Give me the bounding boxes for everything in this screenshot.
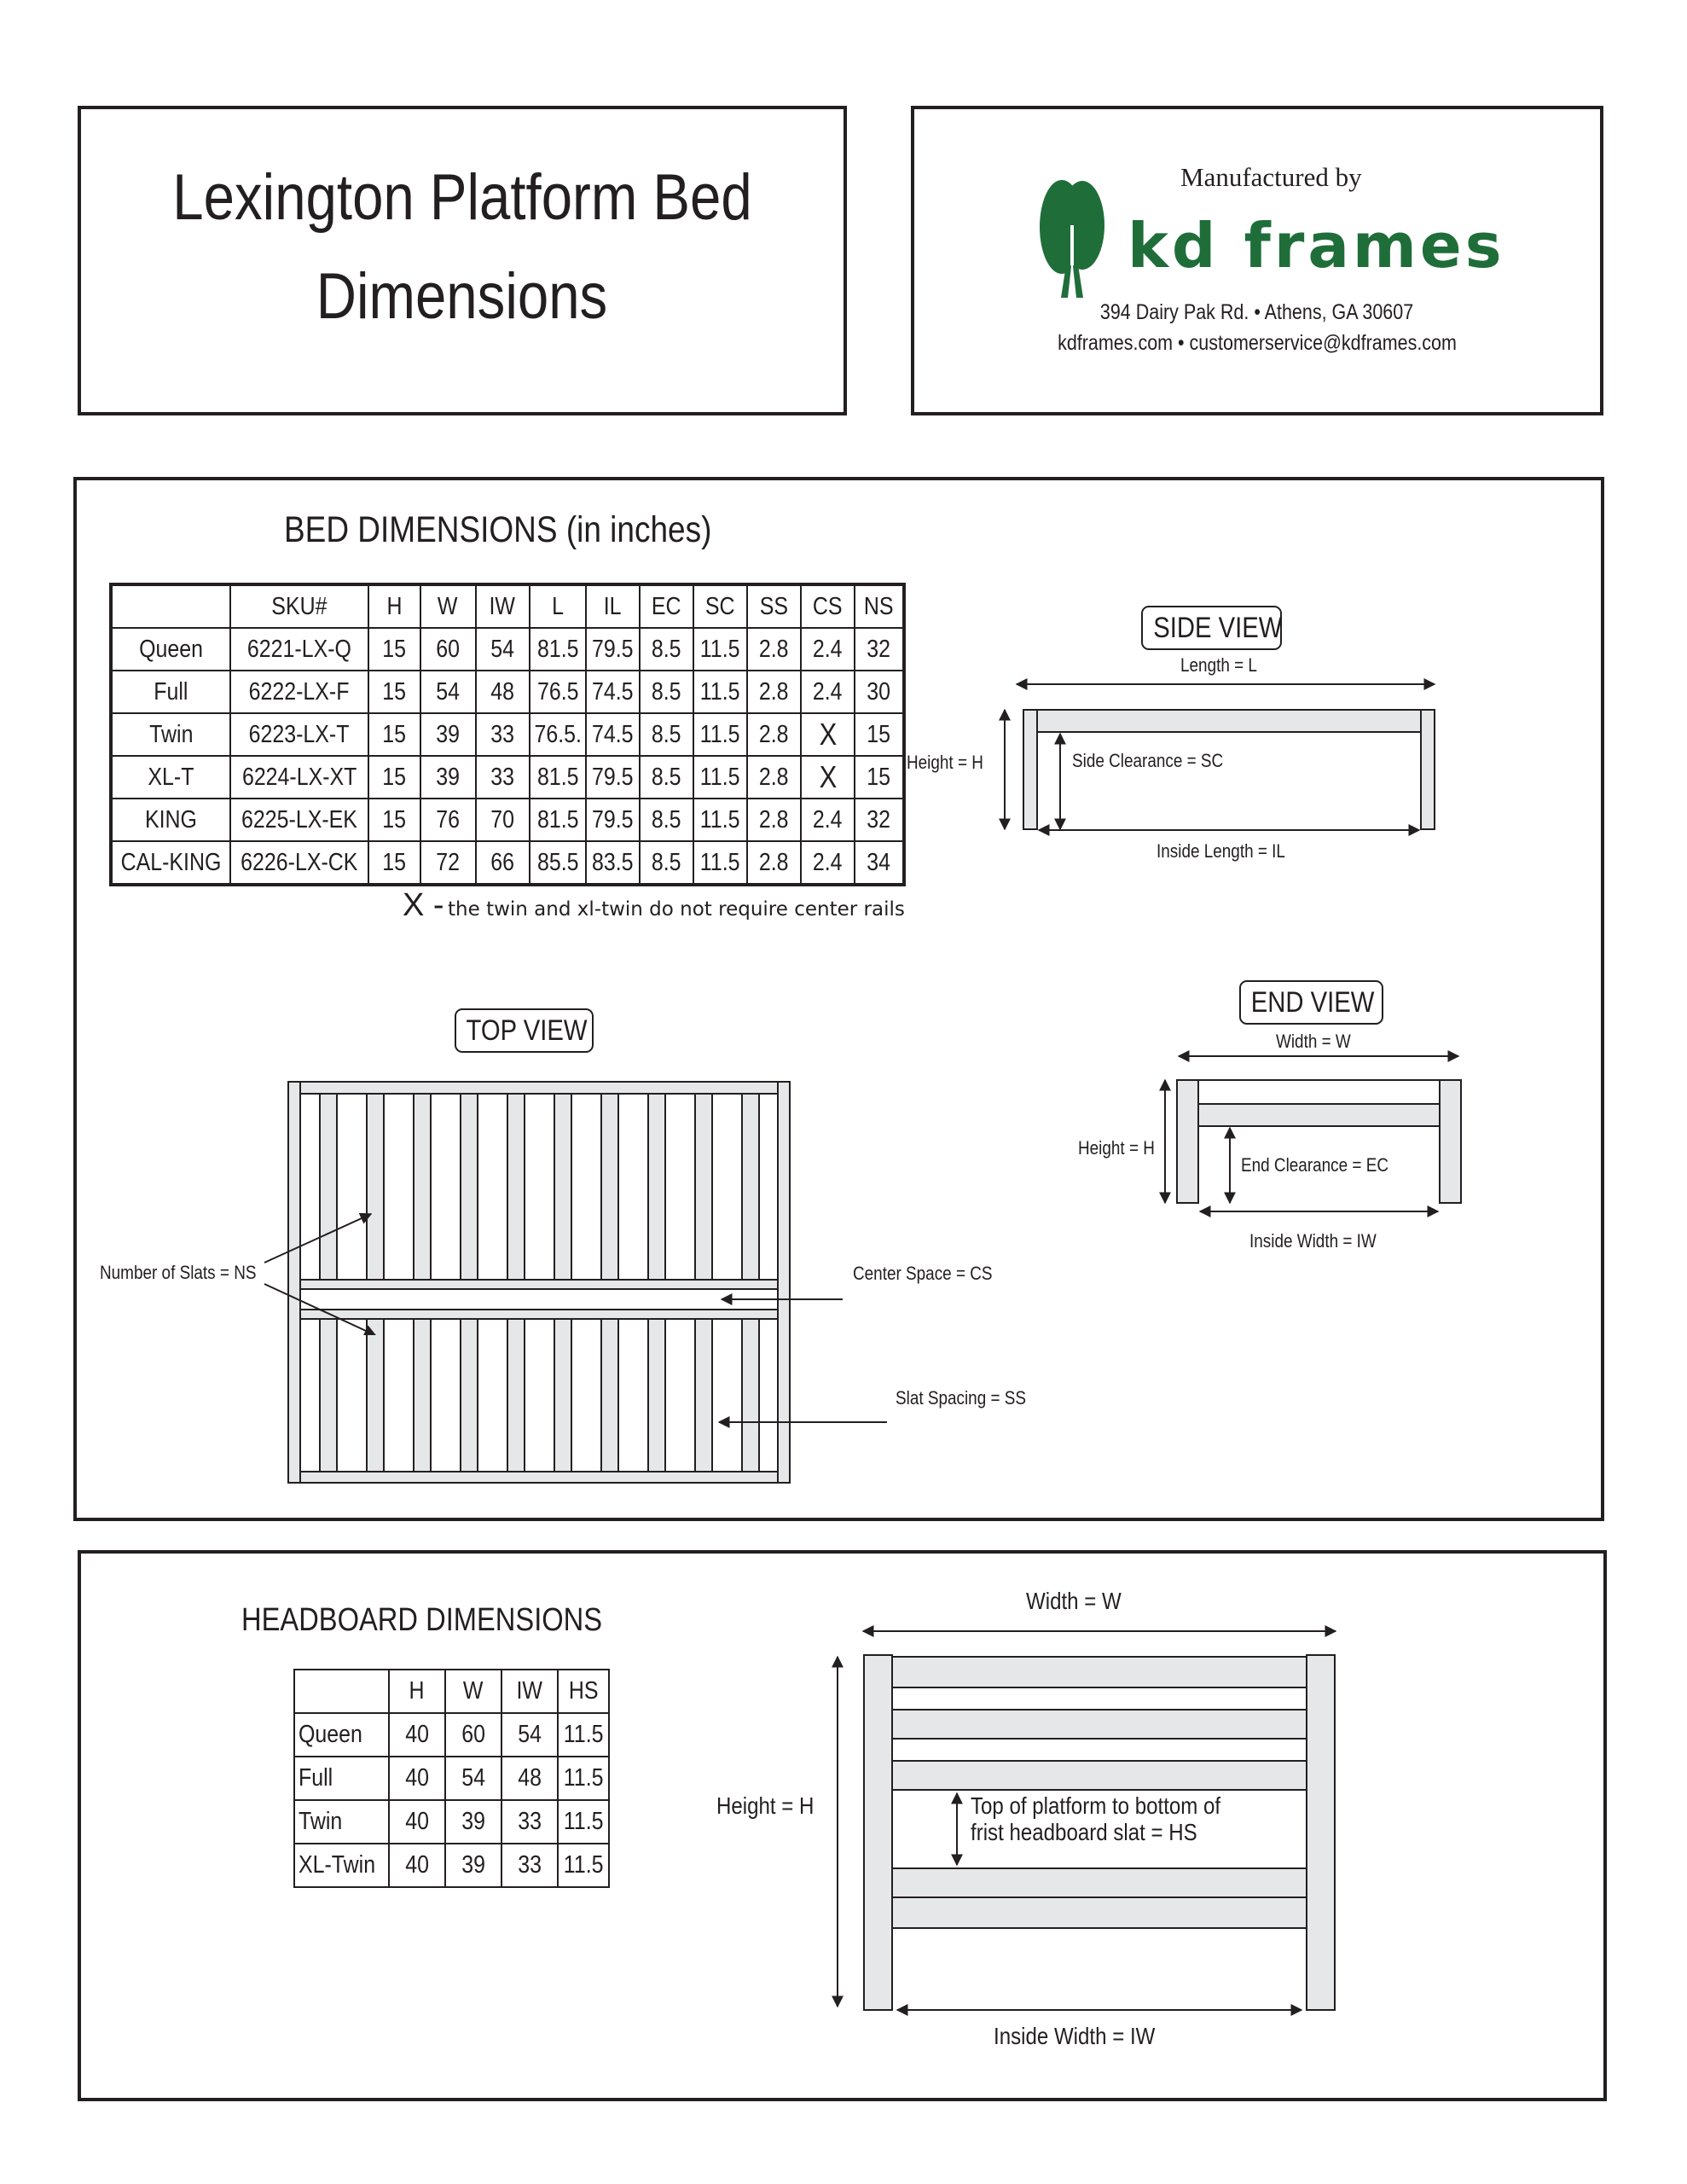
brand-name: kd frames: [1128, 210, 1505, 282]
table-cell: X: [801, 756, 855, 799]
table-cell: X: [801, 713, 855, 756]
table-cell: 76.5.: [530, 713, 587, 756]
column-header: SKU#: [230, 584, 368, 628]
center-space-label: Center Space = CS: [853, 1263, 993, 1284]
headboard-dimensions-table: [293, 1669, 610, 1888]
table-cell: 2.4: [801, 841, 855, 885]
table-cell: 6221-LX-Q: [230, 628, 368, 671]
length-label: Length = L: [1180, 654, 1257, 676]
headboard-width-label: Width = W: [1026, 1588, 1122, 1614]
column-header: [111, 584, 230, 628]
table-cell: 40: [389, 1800, 445, 1844]
column-header: [294, 1670, 389, 1713]
bed-dimensions-table: [109, 583, 906, 886]
column-header: W: [445, 1670, 501, 1713]
table-cell: 33: [476, 756, 530, 799]
page-title-line-2: Dimensions: [316, 260, 608, 333]
table-cell: 11.5: [693, 841, 747, 885]
column-header: EC: [640, 584, 693, 628]
table-cell: 11.5: [558, 1713, 609, 1757]
column-header: W: [420, 584, 476, 628]
table-cell: 11.5: [558, 1800, 609, 1844]
table-cell: 15: [855, 713, 904, 756]
slat-spacing-label: Slat Spacing = SS: [896, 1387, 1027, 1409]
table-cell: Full: [111, 671, 230, 713]
note-mark: X -: [403, 887, 444, 923]
table-cell: 2.8: [747, 799, 801, 841]
column-header: IW: [501, 1670, 558, 1713]
page-title-line-1: Lexington Platform Bed: [172, 161, 752, 234]
table-header-row: [111, 584, 904, 628]
table-row: [111, 671, 904, 713]
end-view-diagram: [1143, 1041, 1484, 1246]
table-cell: 6225-LX-EK: [230, 799, 368, 841]
table-cell: 11.5: [558, 1757, 609, 1800]
table-cell: Full: [294, 1757, 389, 1800]
table-cell: 54: [420, 671, 476, 713]
column-header: CS: [801, 584, 855, 628]
slats-bottom: [320, 1319, 759, 1472]
table-cell: 79.5: [586, 799, 640, 841]
number-of-slats-label: Number of Slats = NS: [100, 1262, 257, 1283]
end-height-label: Height = H: [1078, 1137, 1155, 1159]
end-clearance-label: End Clearance = EC: [1241, 1154, 1389, 1176]
table-cell: 8.5: [640, 841, 693, 885]
table-cell: 48: [501, 1757, 558, 1800]
table-cell: 8.5: [640, 713, 693, 756]
table-cell: 76.5: [530, 671, 587, 713]
table-cell: Twin: [111, 713, 230, 756]
table-cell: 2.8: [747, 713, 801, 756]
table-row: [111, 713, 904, 756]
table-cell: 81.5: [530, 799, 587, 841]
table-cell: 32: [855, 799, 904, 841]
headboard-hs-label: Top of platform to bottom of frist headboard slat = HS: [971, 1792, 1221, 1845]
table-cell: 74.5: [586, 713, 640, 756]
table-cell: 60: [445, 1713, 501, 1757]
height-label: Height = H: [907, 752, 983, 773]
table-cell: 6223-LX-T: [230, 713, 368, 756]
table-cell: 11.5: [693, 756, 747, 799]
column-header: IW: [476, 584, 530, 628]
column-header: SS: [747, 584, 801, 628]
table-cell: Queen: [111, 628, 230, 671]
table-cell: 11.5: [693, 799, 747, 841]
table-cell: 30: [855, 671, 904, 713]
table-cell: 15: [368, 671, 420, 713]
table-cell: 15: [368, 799, 420, 841]
table-cell: 79.5: [586, 756, 640, 799]
table-cell: 11.5: [693, 671, 747, 713]
table-row: [294, 1713, 609, 1757]
address: 394 Dairy Pak Rd. • Athens, GA 30607: [1100, 300, 1414, 324]
table-cell: 15: [368, 628, 420, 671]
table-cell: 34: [855, 841, 904, 885]
table-cell: 74.5: [586, 671, 640, 713]
tree-icon: [1029, 174, 1115, 302]
table-row: [111, 756, 904, 799]
column-header: IL: [586, 584, 640, 628]
table-cell: 81.5: [530, 756, 587, 799]
column-header: L: [530, 584, 587, 628]
table-cell: 15: [368, 713, 420, 756]
table-cell: 54: [476, 628, 530, 671]
table-cell: 15: [368, 756, 420, 799]
side-view-tag: SIDE VIEW: [1141, 606, 1282, 650]
table-cell: 2.8: [747, 628, 801, 671]
table-cell: 2.8: [747, 841, 801, 885]
table-cell: Queen: [294, 1713, 389, 1757]
table-cell: 8.5: [640, 756, 693, 799]
table-cell: 11.5: [693, 628, 747, 671]
table-cell: 39: [445, 1800, 501, 1844]
table-cell: 32: [855, 628, 904, 671]
table-cell: 40: [389, 1844, 445, 1887]
note-text: the twin and xl-twin do not require center rails: [448, 898, 905, 921]
manufactured-by-label: Manufactured by: [1180, 162, 1362, 192]
column-header: SC: [693, 584, 747, 628]
table-cell: KING: [111, 799, 230, 841]
table-cell: 15: [855, 756, 904, 799]
table-cell: 2.8: [747, 756, 801, 799]
table-cell: 6222-LX-F: [230, 671, 368, 713]
table-cell: 8.5: [640, 628, 693, 671]
table-cell: 40: [389, 1757, 445, 1800]
headboard-heading: HEADBOARD DIMENSIONS: [241, 1602, 603, 1638]
table-row: [111, 799, 904, 841]
end-view-tag: END VIEW: [1239, 980, 1383, 1025]
top-view-tag: TOP VIEW: [455, 1008, 594, 1053]
table-cell: 48: [476, 671, 530, 713]
bed-dimensions-heading: BED DIMENSIONS (in inches): [284, 509, 712, 550]
column-header: NS: [855, 584, 904, 628]
table-cell: XL-T: [111, 756, 230, 799]
title-box: [78, 106, 847, 415]
table-cell: 66: [476, 841, 530, 885]
table-cell: Twin: [294, 1800, 389, 1844]
table-cell: 39: [445, 1844, 501, 1887]
table-cell: 54: [445, 1757, 501, 1800]
table-cell: 11.5: [693, 713, 747, 756]
table-cell: CAL-KING: [111, 841, 230, 885]
headboard-height-label: Height = H: [716, 1792, 815, 1819]
table-cell: 8.5: [640, 671, 693, 713]
table-cell: 6226-LX-CK: [230, 841, 368, 885]
table-cell: 40: [389, 1713, 445, 1757]
table-cell: 2.4: [801, 799, 855, 841]
table-row: [294, 1800, 609, 1844]
table-cell: 2.8: [747, 671, 801, 713]
column-header: H: [368, 584, 420, 628]
table-row: [111, 628, 904, 671]
table-cell: XL-Twin: [294, 1844, 389, 1887]
manufacturer-box: [911, 106, 1603, 415]
table-cell: 39: [420, 713, 476, 756]
table-cell: 76: [420, 799, 476, 841]
column-header: HS: [558, 1670, 609, 1713]
table-cell: 81.5: [530, 628, 587, 671]
inside-width-label: Inside Width = IW: [1249, 1230, 1377, 1252]
table-cell: 33: [501, 1844, 558, 1887]
table-cell: 79.5: [586, 628, 640, 671]
table-cell: 39: [420, 756, 476, 799]
table-cell: 2.4: [801, 628, 855, 671]
contact-web-email: kdframes.com • customerservice@kdframes.com: [1058, 331, 1457, 355]
table-cell: 15: [368, 841, 420, 885]
table-cell: 54: [501, 1713, 558, 1757]
table-row: [294, 1757, 609, 1800]
table-cell: 11.5: [558, 1844, 609, 1887]
table-cell: 6224-LX-XT: [230, 756, 368, 799]
table-cell: 33: [476, 713, 530, 756]
table-cell: 8.5: [640, 799, 693, 841]
table-cell: 83.5: [586, 841, 640, 885]
headboard-inside-width-label: Inside Width = IW: [994, 2023, 1156, 2049]
table-header-row: [294, 1670, 609, 1713]
table-row: [294, 1844, 609, 1887]
table-row: [111, 841, 904, 885]
side-clearance-label: Side Clearance = SC: [1072, 750, 1224, 771]
table-cell: 72: [420, 841, 476, 885]
table-cell: 33: [501, 1800, 558, 1844]
center-rail-note: [403, 887, 905, 924]
column-header: H: [389, 1670, 445, 1713]
table-cell: 85.5: [530, 841, 587, 885]
table-cell: 70: [476, 799, 530, 841]
inside-length-label: Inside Length = IL: [1157, 840, 1285, 862]
table-cell: 2.4: [801, 671, 855, 713]
table-cell: 60: [420, 628, 476, 671]
width-label: Width = W: [1276, 1031, 1351, 1052]
